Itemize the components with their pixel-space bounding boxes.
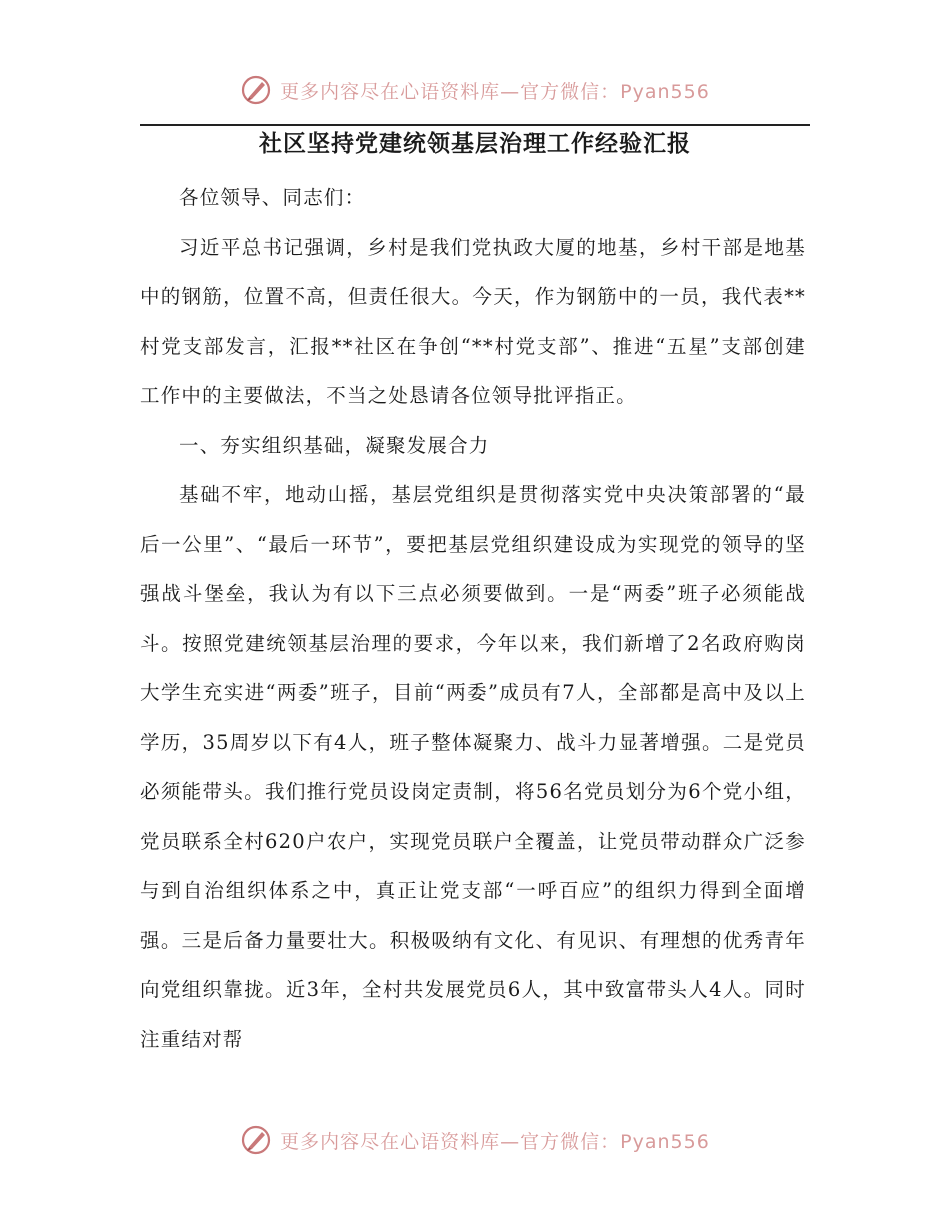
header-divider [140, 124, 810, 126]
body-paragraph: 基础不牢，地动山摇，基层党组织是贯彻落实党中央决策部署的“最后一公里”、“最后一环节”，要把基层党组织建设成为实现党的领导的坚强战斗堡垒，我认为有以下三点必须要做到。一是“两委”班子必须能战斗。按照党建统领基层治理的要求，今年以来，我们新增了2名政府购岗大学生充实进“两委”班子，目前“两委”成员有7人，全部都是高中及以上学历，35周岁以下有4人，班子整体凝聚力、战斗力显著增强。二是党员必须能带头。我们推行党员设岗定责制，将56名党员划分为6个党小组，党员联系全村620户农户，实现党员联户全覆盖，让党员带动群众广泛参与到自治组织体系之中，真正让党支部“一呼百应”的组织力得到全面增强。三是后备力量要壮大。积极吸纳有文化、有见识、有理想的优秀青年向党组织靠拢。近3年，全村共发展党员6人，其中致富带头人4人。同时注重结对帮 [140, 483, 806, 1051]
section-heading-1: 一、夯实组织基础，凝聚发展合力 [179, 433, 490, 457]
header-watermark [0, 70, 950, 110]
document-body [140, 173, 806, 1064]
header-watermark-text: 更多内容尽在心语资料库—官方微信：Pyan556 [280, 80, 710, 103]
footer-watermark-text: 更多内容尽在心语资料库—官方微信：Pyan556 [280, 1130, 710, 1153]
salutation: 各位领导、同志们： [179, 186, 366, 209]
intro-paragraph: 习近平总书记强调，乡村是我们党执政大厦的地基，乡村干部是地基中的钢筋，位置不高，但责任很大。今天，作为钢筋中的一员，我代表**村党支部发言，汇报**社区在争创“**村党支部”、推进“五星”支部创建工作中的主要做法，不当之处恳请各位领导批评指正。 [140, 235, 806, 407]
footer-watermark [0, 1120, 950, 1160]
document-title: 社区坚持党建统领基层治理工作经验汇报 [259, 130, 691, 157]
pen-logo-icon [240, 1124, 272, 1156]
pen-logo-icon [240, 74, 272, 106]
